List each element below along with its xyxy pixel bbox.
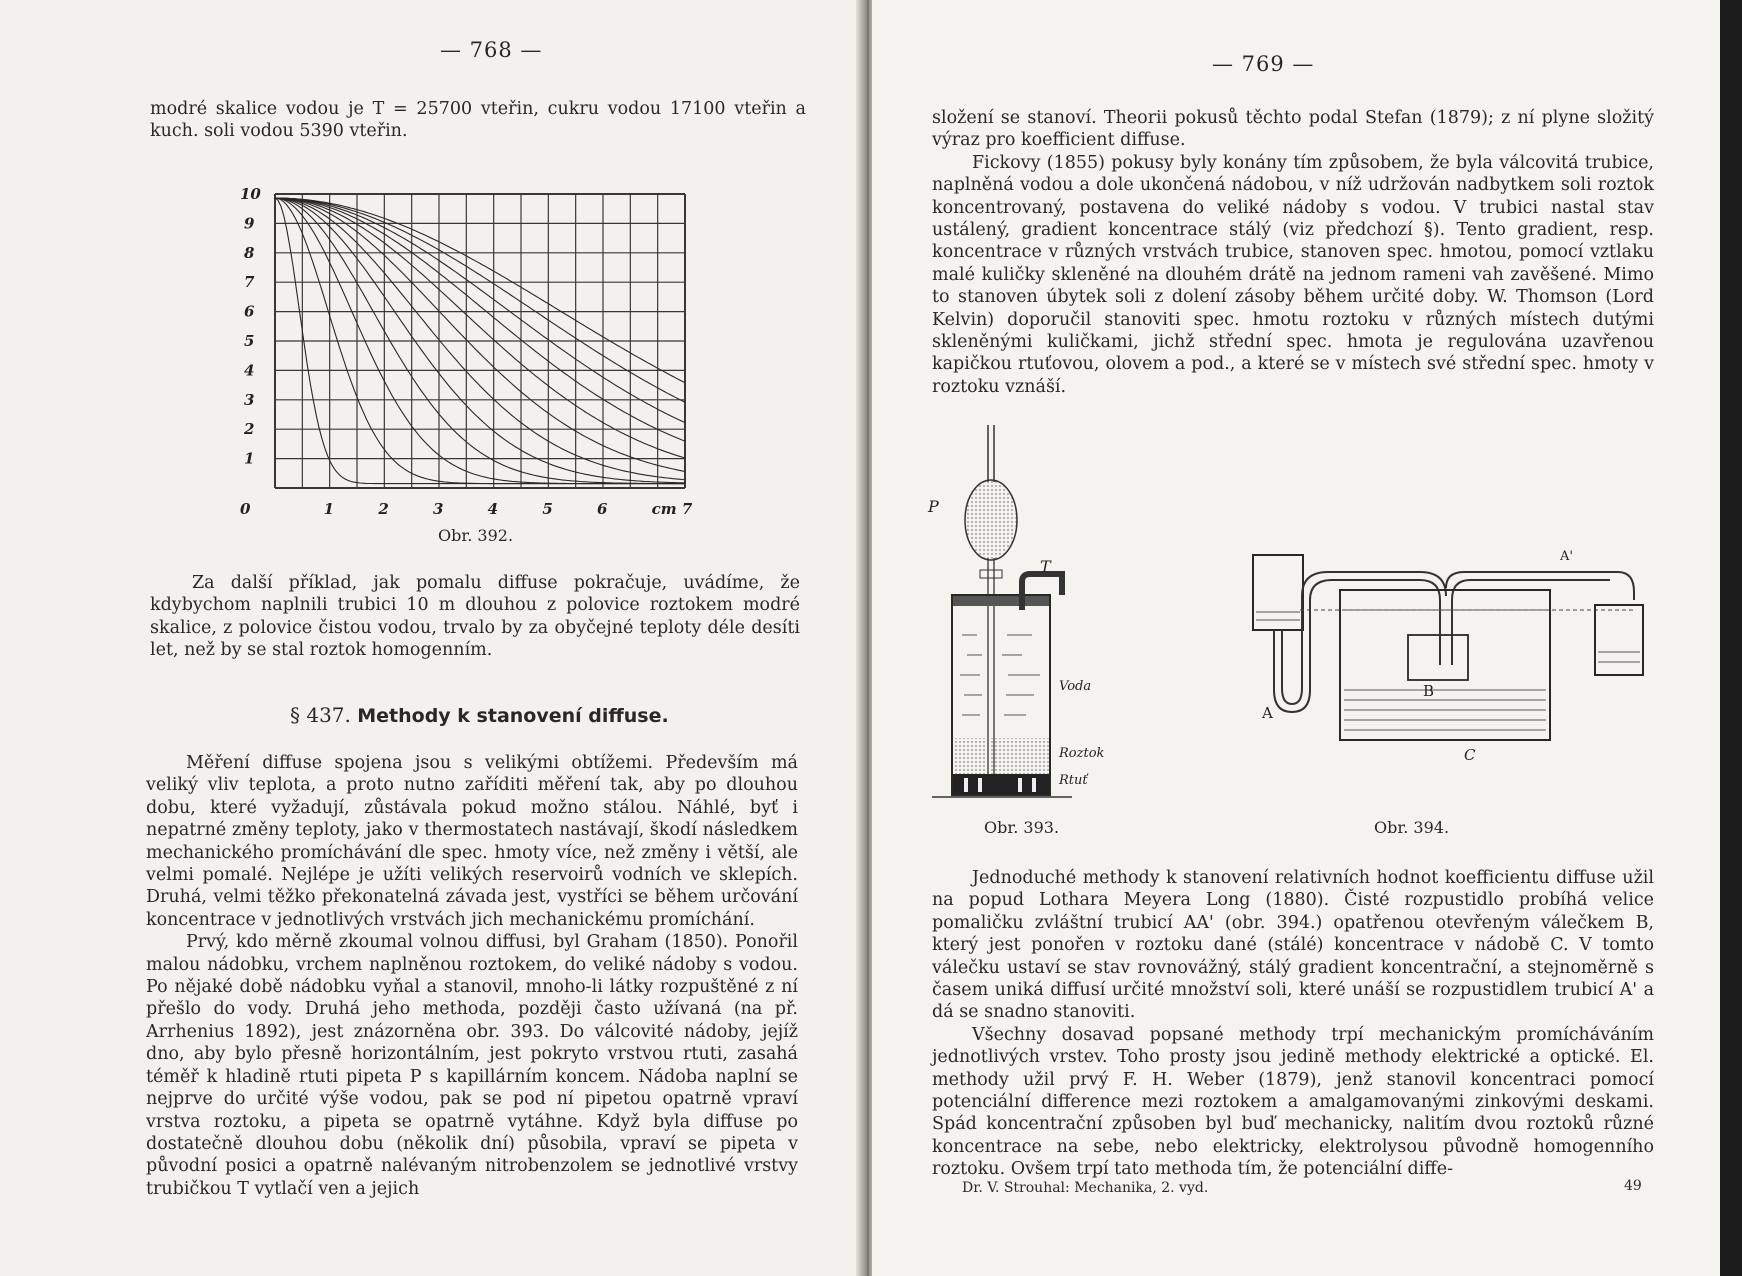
left-page xyxy=(0,0,864,1276)
figure-393-caption: Obr. 393. xyxy=(984,818,1060,837)
x-tick-labels xyxy=(240,500,693,518)
label-roztok: Roztok xyxy=(1059,746,1105,761)
right-page xyxy=(872,0,1742,1276)
chart-grid xyxy=(275,194,685,488)
y-tick-label: 4 xyxy=(244,361,255,380)
section-title: Methody k stanovení diffuse. xyxy=(357,705,669,727)
figure-393-apparatus xyxy=(922,420,1132,820)
paragraph-example xyxy=(150,572,800,662)
left-body xyxy=(146,752,798,1200)
y-tick-label: 2 xyxy=(244,420,255,439)
diffusion-curve xyxy=(275,198,685,423)
intro-lines xyxy=(150,98,806,142)
section-number: § 437. xyxy=(290,703,351,727)
y-tick-label: 6 xyxy=(244,302,255,321)
y-tick-label: 5 xyxy=(244,332,255,350)
paragraph-measurement: Měření diffuse spojena jsou s velikými obtížemi. Především má veliký vliv teplota, a proto nutno zaříditi měření tak, aby po dlouhou dobu, které vyžadují, zůstávala pokud možno stálou. Náhlé, byť i nepatrné změny teploty, jako v thermostatech nastávají, škodí následkem mechanického promíchávání dle spec. hmoty více, než změny i větší, ale velmi pomalé. Nejlépe je užíti velikých reservoirů vodních ve sklepích. Druhá, velmi těžko překonatelná závada jest, vystříci se během určování koncentrace v jednotlivých vrstvách jich mechanickému promíchání. xyxy=(146,753,798,930)
y-tick-label: 8 xyxy=(244,243,255,262)
label-rtut: Rtuť xyxy=(1059,773,1088,788)
y-tick-label: 7 xyxy=(244,273,255,292)
y-tick-label: 9 xyxy=(244,214,255,233)
intro-line: modré skalice vodou je T = 25700 vteřin, cukru vodou 17100 vteřin a xyxy=(150,99,806,119)
x-tick-label: 4 xyxy=(487,500,499,518)
figure-394-caption: Obr. 394. xyxy=(1374,818,1450,837)
right-body xyxy=(932,867,1654,1181)
paragraph-example-text: Za další příklad, jak pomalu diffuse pokračuje, uvádíme, že kdybychom naplnili trubici 10 m dlouhou z polovice roztokem modré skalice, z polovice čistou vodou, trvalo by za obyčejné teploty déle desíti let, než by se stal roztok homogenním. xyxy=(150,573,800,661)
diffusion-curve xyxy=(275,198,685,383)
section-heading xyxy=(290,703,669,727)
label-c: C xyxy=(1464,746,1476,764)
x-tick-label: 6 xyxy=(597,500,608,518)
page-number-769: — 769 — xyxy=(1212,52,1315,76)
figure-392-diffusion-curves xyxy=(240,180,710,530)
y-tick-label: 10 xyxy=(240,185,261,203)
y-tick-labels xyxy=(240,185,261,468)
figure-392-caption: Obr. 392. xyxy=(438,526,514,545)
page-number-768: — 768 — xyxy=(440,38,543,62)
y-tick-label: 1 xyxy=(244,449,255,468)
figure-394-apparatus xyxy=(1240,540,1680,770)
footer-sheet-number: 49 xyxy=(1624,1178,1642,1194)
y-tick-label: 3 xyxy=(244,390,255,409)
paragraph-graham: Prvý, kdo měrně zkoumal volnou diffusi, byl Graham (1850). Ponořil malou nádobku, vrchem naplněnou roztokem, do veliké nádoby s vodou. Po nějaké době nádobku vyňal a stanovil, mnoho-li látky rozpuštěné z ní přešlo do vody. Druhá jeho methoda, později často užívaná (na př. Arrhenius 1892), jest znázorněna obr. 393. Do válcovité nádoby, jejíž dno, aby bylo přesně horizontálním, jest pokryto vrstvou rtuti, zasahá téměř k hladině rtuti pipeta P s kapillárním koncem. Nádoba naplní se nejprve do určité výše vodou, pak se pod ní pipetou opatrně vpraví vrstva roztoku, a pipeta se opatrně vytáhne. Když byla diffuse po dostatečně dlouhou dobu (několik dní) působila, vpraví se pipeta v původní posici a opatrně nalévaným nitrobenzolem se jednotlivé vrstvy trubičkou T vytlačí ven a jejich xyxy=(146,932,798,1199)
label-t: T xyxy=(1040,557,1051,576)
label-p: P xyxy=(928,497,939,516)
scan-edge xyxy=(1720,0,1742,1276)
label-a-prime: A' xyxy=(1560,549,1573,564)
label-b: B xyxy=(1423,682,1435,700)
right-top-text xyxy=(932,107,1654,398)
x-tick-label: 0 xyxy=(240,500,251,518)
x-tick-label: 3 xyxy=(433,500,444,518)
diffusion-curve xyxy=(275,198,685,471)
intro-line: kuch. soli vodou 5390 vteřin. xyxy=(150,121,408,141)
x-tick-label: 2 xyxy=(378,500,389,518)
label-voda: Voda xyxy=(1059,679,1092,694)
paragraph-weber: Všechny dosavad popsané methody trpí mechanickým promícháváním jednotlivých vrstev. Toho prosty jsou jedině methody elektrické a optické. El. methody užil prvý F. H. Weber (1879), jenž stanovil koncentraci pomocí potenciální difference mezi roztokem a amalgamovanými zinkovými deskami. Spád koncentrační způsoben byl buď mechanicky, nalitím dvou roztoků různé koncentrace na sebe, nebo elektricky, elektrolysou původně homogenního roztoku. Ovšem trpí tato methoda tím, že potenciální diffe- xyxy=(932,1024,1654,1180)
diffusion-curve xyxy=(275,198,685,402)
paragraph-fick: Fickovy (1855) pokusy byly konány tím způsobem, že byla válcovitá trubice, naplněná vodou a dole ukončená nádobou, v níž udržován nadbytkem soli roztok koncentrovaný, postavena do veliké nádoby s vodou. V trubici nastal stav ustálený, gradient koncentrace stálý (viz předchozí §). Tento gradient, resp. koncentrace v různých vrstvách trubice, stanoven spec. hmotou, pomocí vztlaku malé kuličky skleněné na dlouhém drátě na jednom rameni vah zavěšené. Mimo to stanoven úbytek soli z dolení zásoby během určité doby. W. Thomson (Lord Kelvin) doporučil stanoviti spec. hmotu roztoku v různých místech dutými skleněnými kuličkami, jichž střední spec. hmota je regulována uzavřenou kapičkou rtuťovou, olovem a pod., a které se v místech své střední spec. hmoty v roztoku vznáší. xyxy=(932,152,1654,397)
x-tick-label: 5 xyxy=(542,500,553,518)
paragraph-long: Jednoduché methody k stanovení relativních hodnot koefficientu diffuse užil na popud Lothara Meyera Long (1880). Čisté rozpustidlo probíhá velice pomaličku zvláštní trubicí AA' (obr. 394.) opatřenou otevřeným válečkem B, který jest ponořen v roztoku dané (stálé) koncentrace v nádobě C. V tomto válečku ustaví se stav rovnovážný, stálý gradient koncentrační, a stejnoměrně s časem uniká diffusí určité množství soli, které unáší se rozpustidlem trubicí A' a dá se snadno stanoviti. xyxy=(932,868,1654,1023)
x-tick-label: cm 7 xyxy=(651,500,693,518)
paragraph-stefan: složení se stanoví. Theorii pokusů těchto podal Stefan (1879); z ní plyne složitý výraz pro koefficient diffuse. xyxy=(932,108,1654,151)
label-a: A xyxy=(1262,704,1273,722)
footer-author: Dr. V. Strouhal: Mechanika, 2. vyd. xyxy=(962,1180,1209,1196)
x-tick-label: 1 xyxy=(323,500,335,518)
